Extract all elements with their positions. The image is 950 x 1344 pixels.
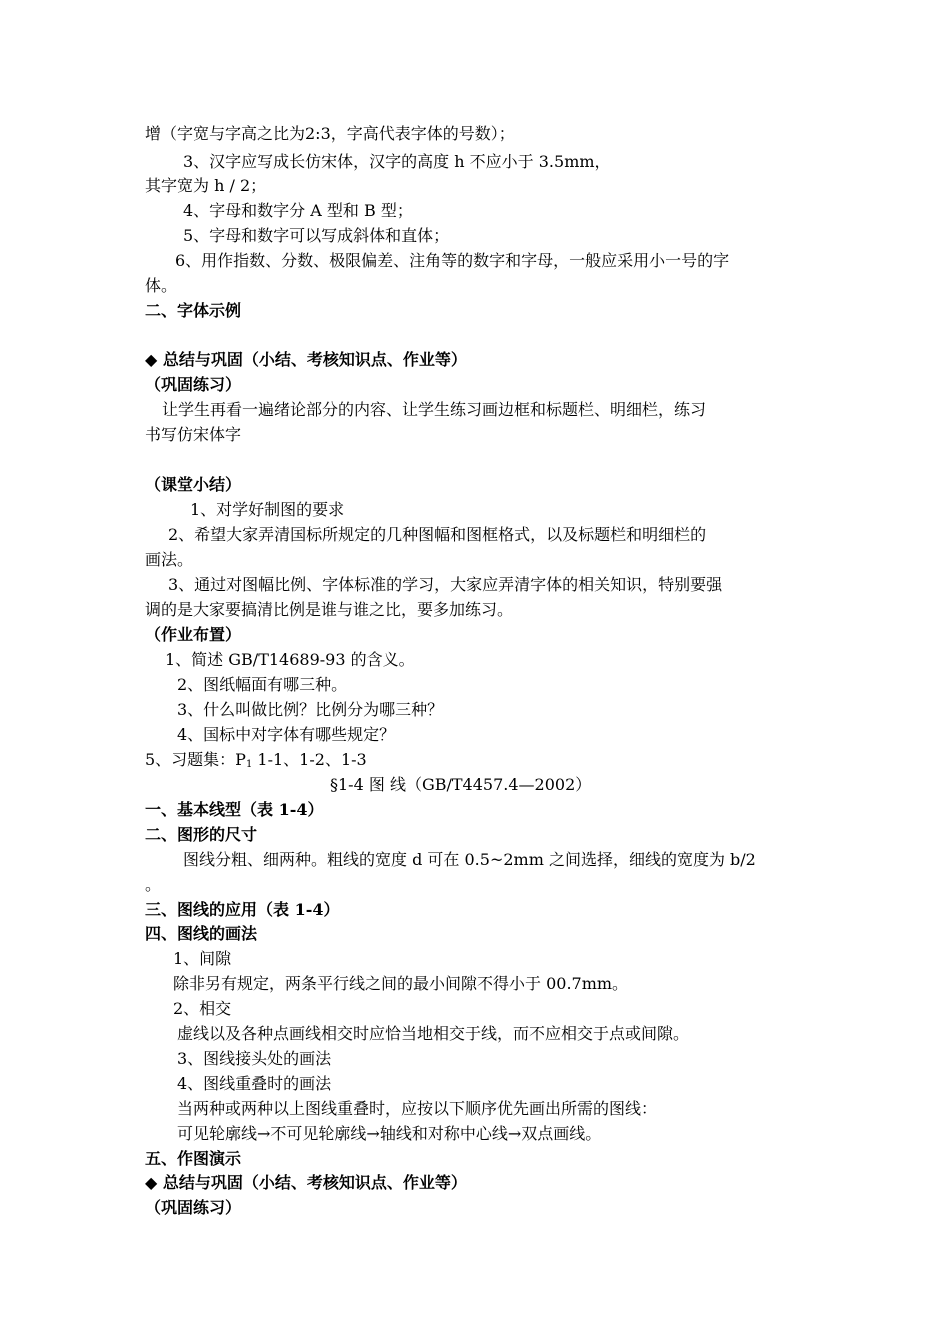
text-line: 书写仿宋体字 — [145, 425, 242, 444]
section-heading: 四、图线的画法 — [145, 924, 258, 943]
text-line: 1、间隙 — [173, 949, 232, 968]
section-heading: 三、图线的应用（表 1-4） — [145, 900, 340, 919]
subscript: 1 — [245, 759, 253, 770]
text-line: 图线分粗、细两种。粗线的宽度 d 可在 0.5~2mm 之间选择，细线的宽度为 b/2 — [183, 850, 756, 869]
text-line: 让学生再看一遍绪论部分的内容、让学生练习画边框和标题栏、明细栏，练习 — [162, 400, 707, 419]
text-line: 3、什么叫做比例？比例分为哪三种？ — [177, 700, 444, 719]
text-span: 1-1、1-2、1-3 — [252, 750, 367, 769]
text-line: 增（字宽与字高之比为2:3，字高代表字体的号数）； — [145, 124, 515, 143]
text-line: 。 — [145, 875, 162, 894]
text-line: 3、通过对图幅比例、字体标准的学习，大家应弄清字体的相关知识，特别要强 — [168, 575, 723, 594]
text-line: 4、国标中对字体有哪些规定？ — [177, 725, 396, 744]
text-line: 调的是大家要搞清比例是谁与谁之比，要多加练习。 — [145, 600, 514, 619]
text-line: 2、相交 — [173, 999, 232, 1018]
text-line: 除非另有规定，两条平行线之间的最小间隙不得小于 00.7mm。 — [173, 974, 629, 993]
text-line: 画法。 — [145, 550, 194, 569]
text-line: 6、用作指数、分数、极限偏差、注角等的数字和字母，一般应采用小一号的字 — [175, 251, 730, 270]
text-line: 当两种或两种以上图线重叠时，应按以下顺序优先画出所需的图线： — [177, 1099, 658, 1118]
text-line — [145, 749, 367, 771]
text-line: 4、图线重叠时的画法 — [177, 1074, 332, 1093]
text-line: 体。 — [145, 276, 178, 295]
text-span: 5、习题集：P — [145, 750, 246, 769]
subsection-heading: （巩固练习） — [145, 1198, 242, 1217]
text-line: 3、汉字应写成长仿宋体，汉字的高度 h 不应小于 3.5mm， — [183, 152, 611, 171]
subsection-heading: （课堂小结） — [145, 475, 242, 494]
text-line: 5、字母和数字可以写成斜体和直体； — [183, 226, 450, 245]
text-line: 2、希望大家弄清国标所规定的几种图幅和图框格式，以及标题栏和明细栏的 — [168, 525, 707, 544]
text-line: 4、字母和数字分 A 型和 B 型； — [183, 201, 413, 220]
text-line: 其字宽为 h / 2； — [145, 176, 267, 195]
section-heading: 一、基本线型（表 1-4） — [145, 800, 324, 819]
text-line: 可见轮廓线→不可见轮廓线→轴线和对称中心线→双点画线。 — [177, 1124, 602, 1143]
text-line: 1、简述 GB/T14689-93 的含义。 — [165, 650, 415, 669]
section-heading: ◆ 总结与巩固（小结、考核知识点、作业等） — [145, 1173, 467, 1192]
text-line: 虚线以及各种点画线相交时应恰当地相交于线，而不应相交于点或间隙。 — [177, 1024, 690, 1043]
section-heading: ◆ 总结与巩固（小结、考核知识点、作业等） — [145, 350, 467, 369]
text-line: 3、图线接头处的画法 — [177, 1049, 332, 1068]
text-line: 2、图纸幅面有哪三种。 — [177, 675, 348, 694]
subsection-heading: （作业布置） — [145, 625, 242, 644]
section-heading: 二、字体示例 — [145, 301, 242, 320]
section-heading: 二、图形的尺寸 — [145, 825, 258, 844]
subsection-heading: （巩固练习） — [145, 375, 242, 394]
section-heading: 五、作图演示 — [145, 1149, 242, 1168]
chapter-title: §1-4 图 线（GB/T4457.4—2002） — [330, 775, 592, 794]
text-line: 1、对学好制图的要求 — [190, 500, 345, 519]
